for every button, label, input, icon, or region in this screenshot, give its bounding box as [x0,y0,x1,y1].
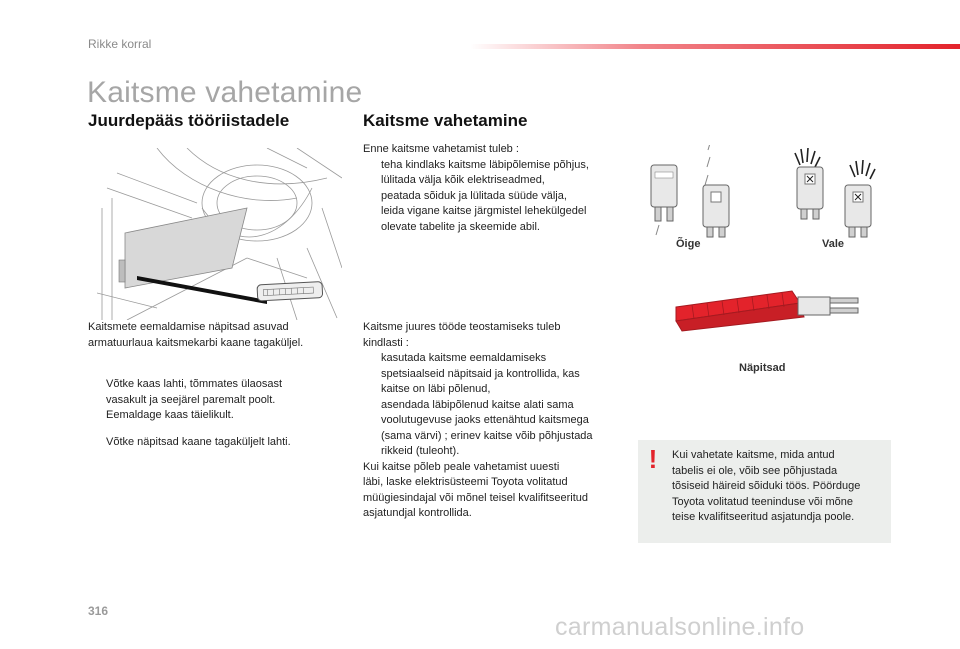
item-line: kaitse on läbi põlenud, [381,383,491,395]
list-item [88,377,348,408]
list-item [363,189,633,205]
bullet-icon [363,189,381,205]
tweezers-icon [676,291,858,331]
list-item [88,408,348,424]
work-list [363,320,633,522]
warning-text [672,448,884,526]
before-list [363,142,633,235]
watermark: carmanualsonline.info [555,613,805,641]
blown-fuse-icon [795,148,875,237]
wrong-label: Vale [822,238,845,250]
left-section-title: Juurdepääs tööriistadele [88,111,290,130]
item-line: leida vigane kaitse järgmistel lehekülgedel [381,205,587,217]
tweezers-illustration [672,285,867,335]
correct-label: Õige [676,238,701,250]
header-accent-bar [470,44,960,49]
item-line: olevate tabelite ja skeemide abil. [381,220,540,233]
left-steps-list [88,377,348,450]
tweezers-label: Näpitsad [739,362,786,374]
dashboard-illustration [97,148,342,320]
bullet-icon [363,158,381,174]
list-item [363,204,633,235]
intro-line: armatuurlaua kaitsmekarbi kaane tagaküljel. [88,336,304,349]
correct-fuse-icon [651,145,729,237]
warning-line: Kui vahetate kaitsme, mida antud [672,449,835,461]
closing-line: Kui kaitse põleb peale vahetamist uuesti [363,460,560,473]
middle-section-title: Kaitsme vahetamine [363,111,528,130]
warning-line: Toyota volitatud teeninduse või mõne [672,495,854,508]
closing-line: asjatundjal kontrollida. [363,507,472,519]
bullet-icon [88,435,106,451]
work-intro-line: Kaitsme juures tööde teostamiseks tuleb [363,321,561,333]
list-item [363,351,633,398]
step-line: Võtke kaas lahti, tõmmates ülaosast [106,378,283,390]
fuse-illustrations [645,145,880,240]
warning-line: tõsiseid häireid sõiduki töös. Pöörduge [672,480,861,492]
bullet-icon [88,377,106,408]
step-line: Võtke näpitsad kaane tagaküljelt lahti. [106,435,291,448]
warning-line: tabelis ei ole, võib see põhjustada [672,464,838,477]
bullet-icon [363,351,381,398]
item-line: rikkeid (tuleoht). [381,445,460,457]
item-line: lülitada välja kõik elektriseadmed, [381,174,545,186]
item-line: peatada sõiduk ja lülitada süüde välja, [381,189,567,202]
list-item [88,435,348,451]
warning-icon: ! [648,444,658,474]
before-intro: Enne kaitsme vahetamist tuleb : [363,143,519,155]
section-header: Rikke korral [88,37,152,51]
bullet-icon [363,173,381,189]
step-line: vasakult ja seejärel paremalt poolt. [106,393,276,406]
item-line: asendada läbipõlenud kaitse alati sama [381,398,574,411]
list-item [363,158,633,174]
warning-line: teise kvalifitseeritud asjatundja poole. [672,511,855,523]
item-line: voolutugevuse jaoks ettenähtud kaitsmega [381,414,589,426]
closing-line: müügiesindajal või mõnel teisel kvalifitseeritud [363,491,589,504]
item-line: spetsiaalseid näpitsaid ja kontrollida, kas [381,367,580,380]
intro-line: Kaitsmete eemaldamise näpitsad asuvad [88,321,289,333]
bullet-icon [363,398,381,460]
step-line: Eemaldage kaas täielikult. [106,409,234,421]
bullet-icon [88,408,106,424]
closing-line: läbi, laske elektrisüsteemi Toyota volitatud [363,476,568,488]
work-intro-line: kindlasti : [363,336,409,349]
list-item [363,173,633,189]
list-item [363,398,633,460]
item-line: teha kindlaks kaitsme läbipõlemise põhjus, [381,158,589,171]
page-title: Kaitsme vahetamine [87,76,363,109]
item-line: kasutada kaitsme eemaldamiseks [381,352,547,364]
page-number: 316 [88,604,109,618]
item-line: (sama värvi) ; erinev kaitse võib põhjustada [381,429,593,442]
left-intro [88,320,348,351]
bullet-icon [363,204,381,235]
